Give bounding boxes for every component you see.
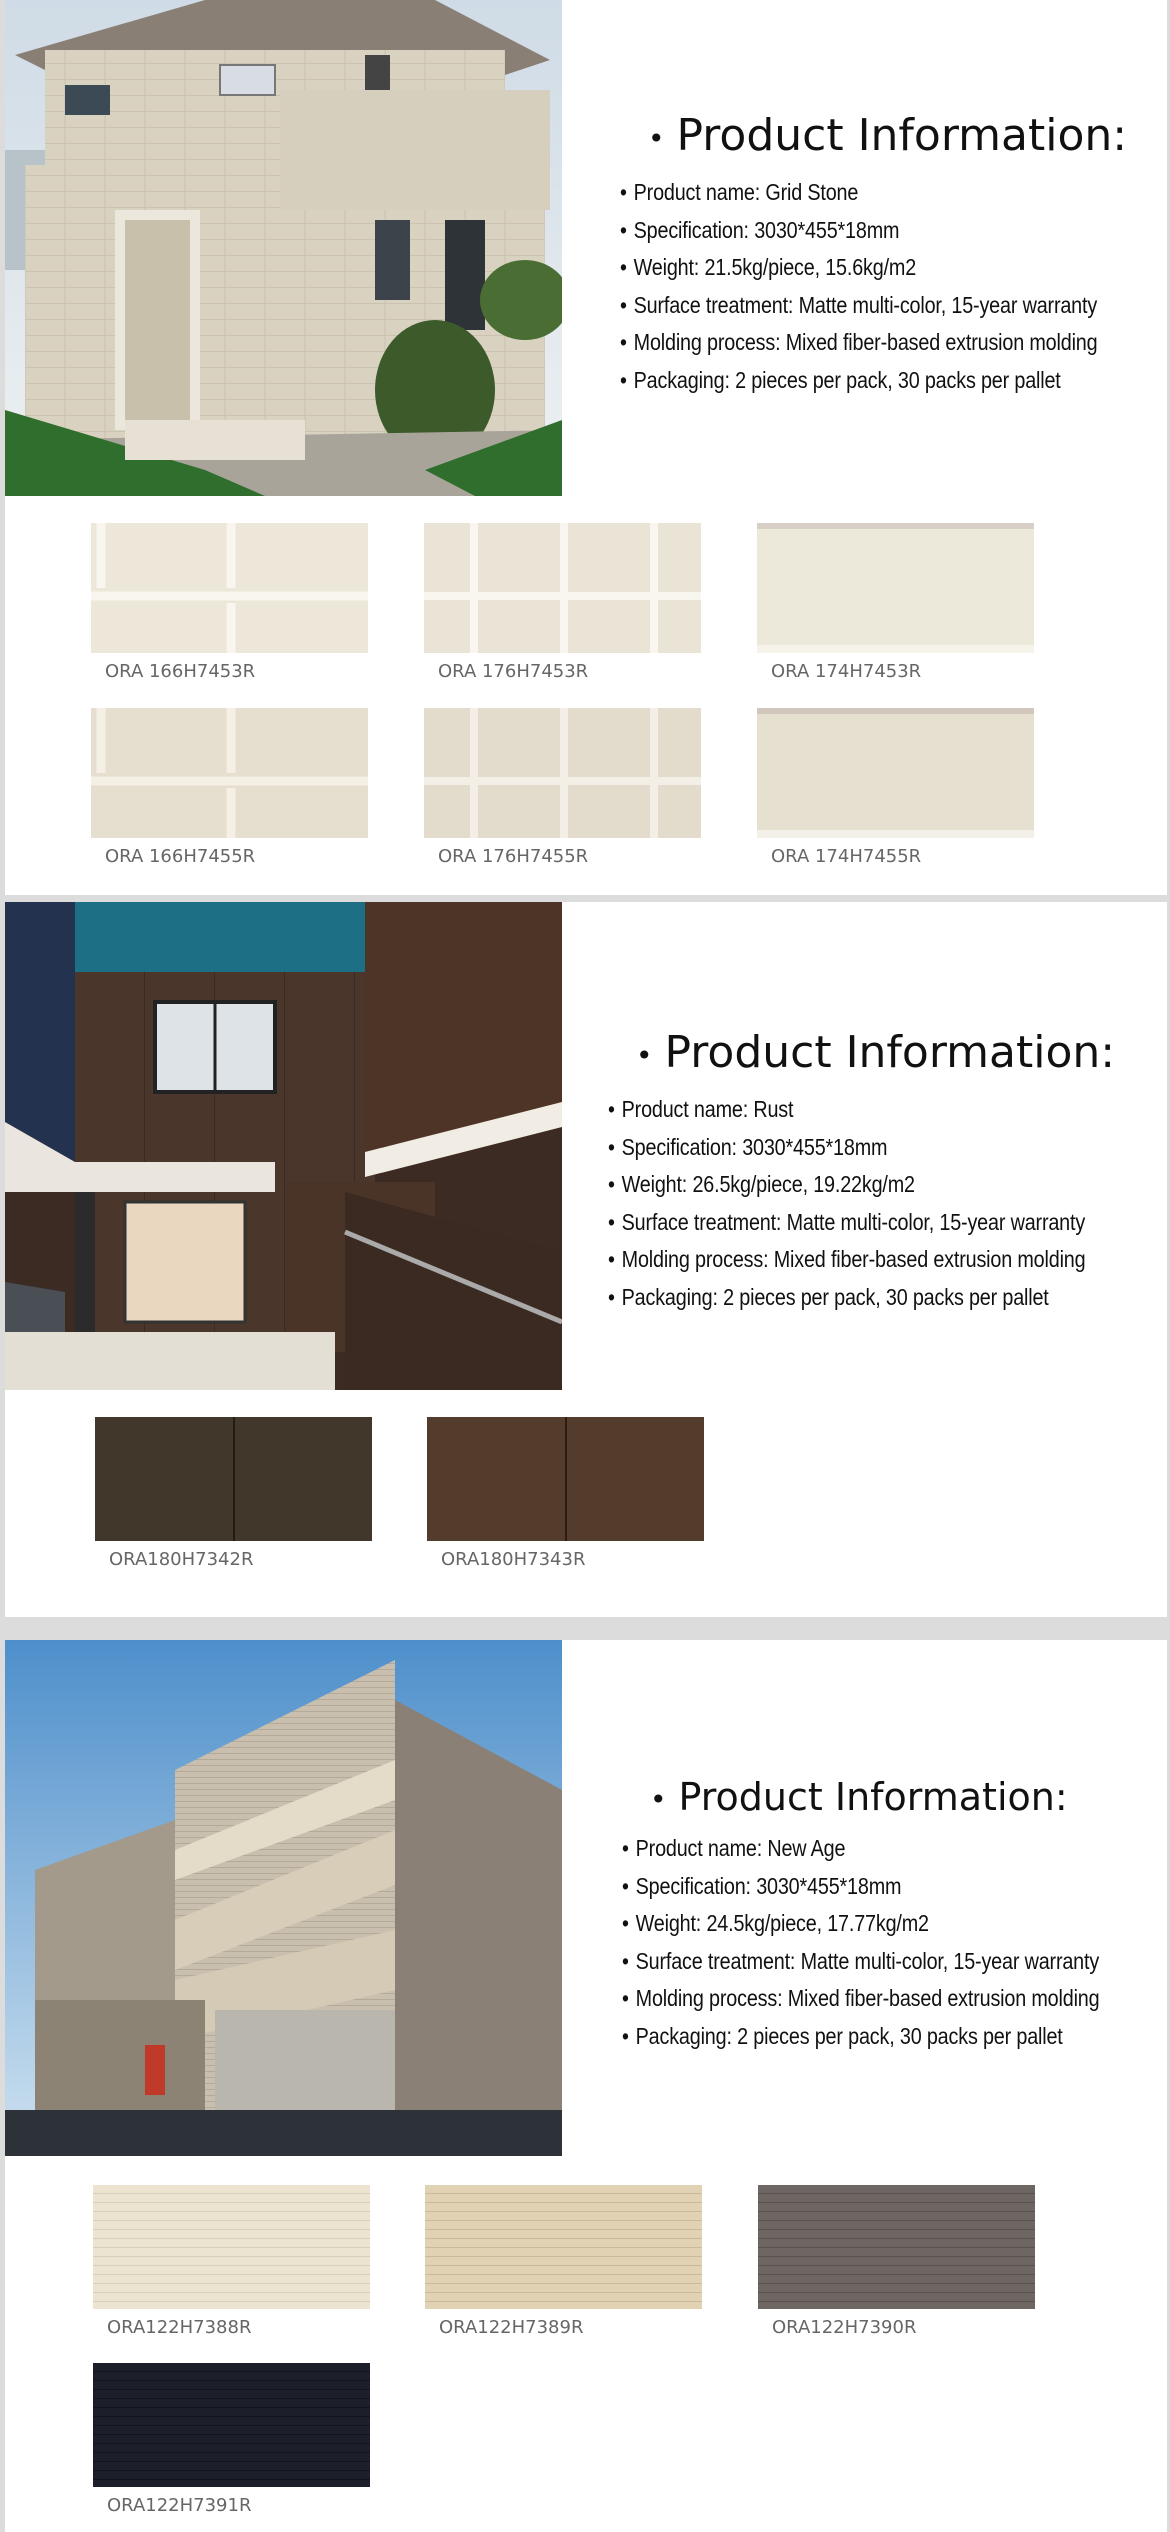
swatch xyxy=(93,2185,370,2338)
swatch-code: ORA 174H7453R xyxy=(771,661,922,682)
packaging: • Packaging: 2 pieces per pack, 30 packs per pallet xyxy=(608,1284,1085,1322)
swatch xyxy=(425,2185,702,2338)
weight: • Weight: 21.5kg/piece, 15.6kg/m2 xyxy=(620,254,1097,292)
surface-treatment: • Surface treatment: Matte multi-color, 15-year warranty xyxy=(620,292,1097,330)
product-name: • Product name: New Age xyxy=(622,1835,1099,1873)
swatch-code: ORA122H7388R xyxy=(107,2317,252,2338)
specification: • Specification: 3030*455*18mm xyxy=(608,1134,1085,1172)
building-photo-rust xyxy=(5,902,562,1390)
swatch xyxy=(91,523,368,682)
swatch-tile xyxy=(427,1417,704,1541)
product-info xyxy=(620,110,1167,404)
swatch-tile xyxy=(424,708,701,838)
swatch xyxy=(91,708,368,867)
info-title: • Product Information: xyxy=(648,110,1128,161)
info-title-text: Product Information: xyxy=(664,1027,1116,1078)
info-title: • Product Information: xyxy=(636,1027,1116,1078)
info-title-text: Product Information: xyxy=(676,110,1128,161)
info-title-text: Product Information: xyxy=(678,1775,1068,1819)
swatch-code: ORA122H7389R xyxy=(439,2317,584,2338)
swatch-tile xyxy=(757,708,1034,838)
swatch-tile xyxy=(424,523,701,653)
swatch-code: ORA180H7343R xyxy=(441,1549,586,1570)
weight: • Weight: 24.5kg/piece, 17.77kg/m2 xyxy=(622,1910,1099,1948)
surface-treatment: • Surface treatment: Matte multi-color, 15-year warranty xyxy=(608,1209,1085,1247)
swatch-code: ORA 166H7453R xyxy=(105,661,256,682)
swatch-code: ORA 176H7453R xyxy=(438,661,589,682)
swatch-tile xyxy=(91,523,368,653)
swatch-tile xyxy=(93,2185,370,2309)
product-slide-grid-stone xyxy=(5,0,1167,895)
product-slide-new-age xyxy=(5,1640,1167,2532)
specification: • Specification: 3030*455*18mm xyxy=(620,217,1097,255)
product-slide-rust xyxy=(5,902,1167,1617)
swatch-code: ORA 176H7455R xyxy=(438,846,589,867)
molding-process: • Molding process: Mixed fiber-based extrusion molding xyxy=(620,329,1097,367)
info-list xyxy=(622,1835,1167,2060)
building-photo-new-age xyxy=(5,1640,562,2156)
packaging: • Packaging: 2 pieces per pack, 30 packs per pallet xyxy=(622,2023,1099,2061)
weight: • Weight: 26.5kg/piece, 19.22kg/m2 xyxy=(608,1171,1085,1209)
product-name: • Product name: Grid Stone xyxy=(620,179,1097,217)
info-list xyxy=(608,1096,1163,1321)
swatch-code: ORA122H7390R xyxy=(772,2317,917,2338)
surface-treatment: • Surface treatment: Matte multi-color, 15-year warranty xyxy=(622,1948,1099,1986)
specification: • Specification: 3030*455*18mm xyxy=(622,1873,1099,1911)
swatch-tile xyxy=(91,708,368,838)
molding-process: • Molding process: Mixed fiber-based extrusion molding xyxy=(622,1985,1099,2023)
swatch xyxy=(757,708,1034,867)
swatch-tile xyxy=(95,1417,372,1541)
swatch xyxy=(93,2363,370,2516)
swatch xyxy=(427,1417,704,1570)
product-name: • Product name: Rust xyxy=(608,1096,1085,1134)
product-info xyxy=(622,1775,1167,2060)
swatch-code: ORA122H7391R xyxy=(107,2495,252,2516)
house-photo-grid-stone xyxy=(5,0,562,496)
molding-process: • Molding process: Mixed fiber-based extrusion molding xyxy=(608,1246,1085,1284)
info-title: • Product Information: xyxy=(650,1775,1068,1819)
packaging: • Packaging: 2 pieces per pack, 30 packs per pallet xyxy=(620,367,1097,405)
swatch-tile xyxy=(93,2363,370,2487)
swatch-tile xyxy=(758,2185,1035,2309)
product-info xyxy=(608,1027,1163,1321)
swatch xyxy=(95,1417,372,1570)
swatch xyxy=(424,523,701,682)
swatch xyxy=(424,708,701,867)
info-list xyxy=(620,179,1167,404)
swatch-code: ORA180H7342R xyxy=(109,1549,254,1570)
swatch xyxy=(758,2185,1035,2338)
swatch xyxy=(757,523,1034,682)
swatch-code: ORA 166H7455R xyxy=(105,846,256,867)
swatch-tile xyxy=(757,523,1034,653)
swatch-code: ORA 174H7455R xyxy=(771,846,922,867)
swatch-tile xyxy=(425,2185,702,2309)
